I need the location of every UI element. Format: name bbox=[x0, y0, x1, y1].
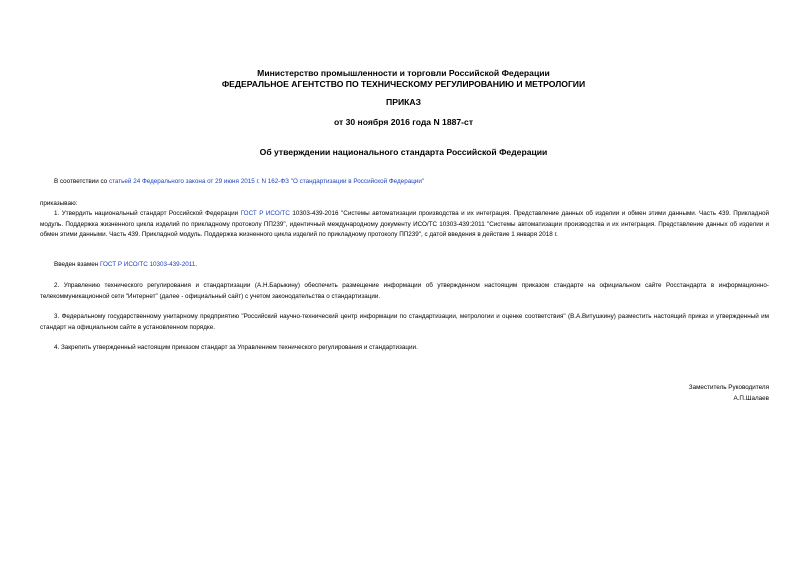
item-3: 3. Федеральному государственному унитарному предприятию "Российский научно-технический центр информации по стандартизации, метрологии и оценке соответствия" (В.А.Витушкину) разместить настоящий приказ и утвержденный им стандарт на официальном сайте в установленном порядке. bbox=[40, 313, 769, 331]
agency-title: ФЕДЕРАЛЬНОЕ АГЕНТСТВО ПО ТЕХНИЧЕСКОМУ РЕГУЛИРОВАНИЮ И МЕТРОЛОГИИ bbox=[221, 79, 586, 89]
replaced-prefix: Введен взамен bbox=[54, 261, 100, 268]
gost-link[interactable]: ГОСТ Р ИСО/ТС bbox=[240, 210, 290, 217]
item-1-text: 10303-439-2016 "Системы автоматизации производства и их интеграция. Представление данных об изделии и обмен этими данными. Часть 439. Прикладной модуль. Поддержка жизненного цикла изделий по прикладному протоколу ПП239", идентичный международному документу ИСО/ТС 10303-439:2011 "Системы автоматизации производства и их интеграция. Представление данных об изделии и обмен этими данными. Часть 439. Прикладной модуль. Поддержка жизненного цикла изделий по прикладному протоколу ПП239", с датой введения в действие 1 января 2018 г. bbox=[40, 210, 769, 239]
law-link[interactable]: статьей 24 Федерального закона от 29 июня 2015 г. N 162-ФЗ "О стандартизации в Российской Федерации" bbox=[108, 178, 425, 185]
replaced-gost-link[interactable]: ГОСТ Р ИСО/ТС 10303-439-2011 bbox=[99, 261, 196, 268]
item-1 bbox=[40, 209, 769, 241]
intro-prefix: В соответствии со bbox=[54, 178, 109, 185]
item-2: 2. Управлению технического регулирования и стандартизации (А.Н.Барыкину) обеспечить размещение информации об утвержденном настоящим приказом стандарте на официальном сайте Росстандарта в информационно-телекоммуникационной сети "Интернет" (далее - официальный сайт) с учетом законодательства о стандартизации. bbox=[40, 282, 769, 300]
signature-name: А.П.Шалаев bbox=[733, 395, 769, 402]
intro-paragraph bbox=[40, 177, 769, 188]
item-4: 4. Закрепить утвержденный настоящим приказом стандарт за Управлением технического регулирования и стандартизации. bbox=[54, 344, 418, 351]
replaced-suffix: . bbox=[195, 261, 198, 268]
doc-type: ПРИКАЗ bbox=[386, 97, 421, 107]
date-number: от 30 ноября 2016 года N 1887-ст bbox=[333, 117, 474, 127]
ministry-title: Министерство промышленности и торговли Российской Федерации bbox=[257, 68, 550, 78]
item-1-prefix: 1. Утвердить национальный стандарт Российской Федерации bbox=[54, 210, 241, 217]
subject-title: Об утверждении национального стандарта Российской Федерации bbox=[259, 147, 548, 157]
replaced-note bbox=[40, 260, 769, 271]
order-word: приказываю: bbox=[40, 200, 78, 207]
signature-position: Заместитель Руководителя bbox=[688, 384, 769, 391]
